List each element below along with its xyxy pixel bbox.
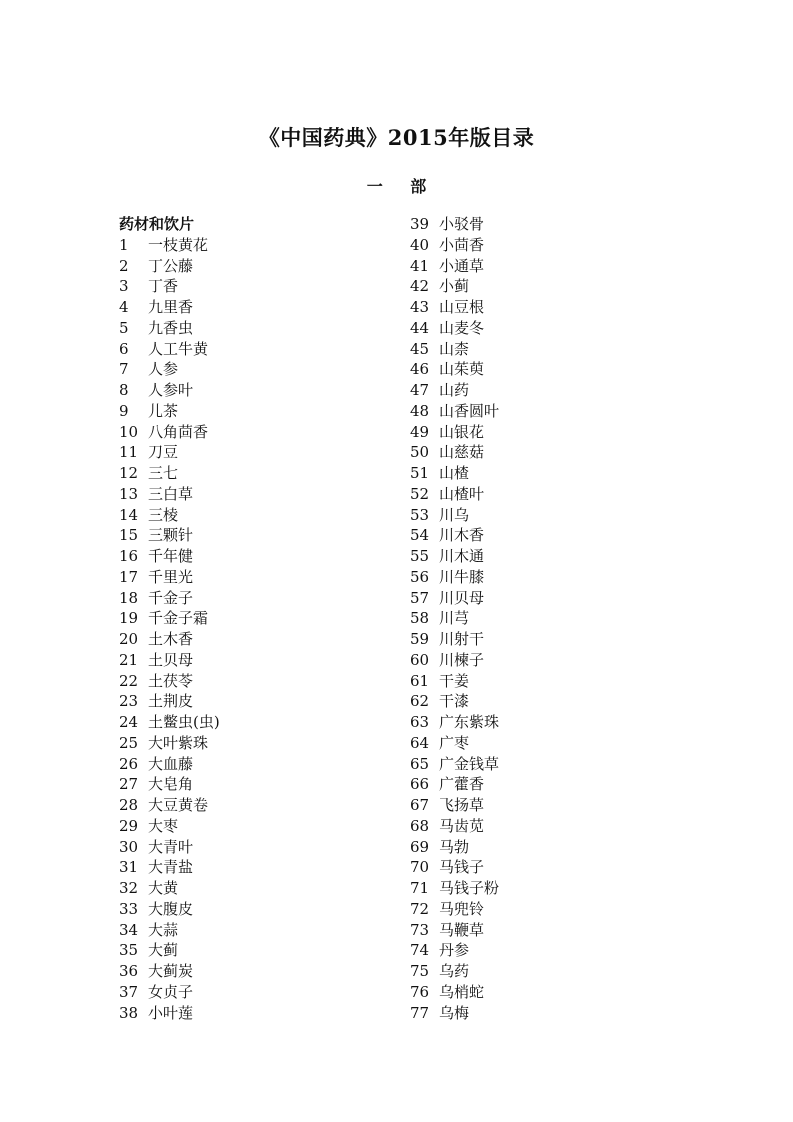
item-name: 大枣 (148, 816, 179, 835)
list-item (410, 235, 499, 256)
item-name: 土荆皮 (148, 692, 194, 711)
item-number: 47 (410, 381, 430, 399)
item-number: 12 (119, 464, 139, 482)
item-name: 山柰 (439, 339, 470, 358)
list-item (119, 837, 220, 858)
list-item (119, 940, 220, 961)
item-number: 63 (410, 713, 430, 731)
item-number: 15 (119, 526, 139, 545)
item-number: 72 (410, 899, 430, 918)
list-item (410, 256, 499, 277)
item-name: 大青盐 (148, 858, 194, 877)
item-name: 丁公藤 (148, 256, 194, 275)
item-name: 干漆 (439, 692, 470, 711)
item-number: 7 (119, 360, 129, 379)
item-number: 4 (119, 298, 129, 316)
item-number: 14 (119, 505, 139, 524)
item-name: 川乌 (439, 505, 470, 524)
item-name: 土木香 (148, 630, 194, 648)
item-number: 37 (119, 982, 139, 1001)
list-item (410, 608, 499, 629)
item-number: 5 (119, 318, 129, 337)
item-name: 山银花 (439, 422, 485, 441)
item-number: 39 (410, 215, 430, 233)
list-item (119, 691, 220, 712)
item-name: 人工牛黄 (148, 339, 209, 358)
list-item (410, 920, 499, 941)
item-name: 大血藤 (148, 754, 194, 773)
item-name: 广藿香 (439, 775, 485, 794)
item-number: 40 (410, 235, 430, 254)
item-name: 川芎 (439, 609, 470, 628)
item-number: 54 (410, 526, 430, 545)
list-item (410, 297, 499, 318)
item-number: 45 (410, 339, 430, 358)
item-name: 山麦冬 (439, 318, 485, 337)
list-item (410, 1003, 499, 1024)
item-name: 千里光 (148, 567, 194, 586)
item-name: 飞扬草 (439, 796, 485, 814)
item-number: 73 (410, 920, 430, 939)
item-number: 26 (119, 754, 139, 773)
list-item (410, 899, 499, 920)
list-item (119, 235, 220, 256)
list-item (119, 982, 220, 1003)
item-name: 丹参 (439, 941, 470, 960)
list-item (119, 920, 220, 941)
list-item (410, 629, 499, 650)
list-item (119, 816, 220, 837)
item-name: 川木香 (439, 526, 485, 545)
item-number: 38 (119, 1003, 139, 1022)
contents-column-left (119, 214, 220, 1023)
list-item (410, 816, 499, 837)
item-name: 三七 (148, 464, 179, 482)
contents-column-right (410, 214, 499, 1023)
list-item (410, 339, 499, 360)
item-number: 74 (410, 941, 430, 960)
item-name: 人参 (148, 360, 179, 379)
list-item (119, 484, 220, 505)
item-number: 53 (410, 505, 430, 524)
item-number: 61 (410, 671, 430, 690)
item-name: 九里香 (148, 298, 194, 316)
list-item (119, 1003, 220, 1024)
list-item (410, 878, 499, 899)
part-heading: 一 部 (366, 177, 427, 196)
item-name: 大青叶 (148, 837, 194, 856)
item-number: 27 (119, 775, 139, 794)
item-name: 刀豆 (148, 443, 179, 462)
item-name: 乌梅 (439, 1003, 470, 1022)
item-number: 30 (119, 837, 139, 856)
item-name: 大腹皮 (148, 899, 194, 918)
list-item (119, 401, 220, 422)
item-number: 77 (410, 1003, 430, 1022)
section-heading: 药材和饮片 (119, 215, 195, 233)
item-number: 57 (410, 588, 430, 607)
list-item (410, 774, 499, 795)
item-name: 大蓟 (148, 941, 179, 960)
item-number: 65 (410, 754, 430, 773)
item-name: 三颗针 (148, 526, 194, 545)
list-item (119, 774, 220, 795)
list-item (119, 380, 220, 401)
list-item (119, 795, 220, 816)
list-item (410, 795, 499, 816)
item-name: 乌梢蛇 (439, 982, 485, 1001)
list-item (119, 256, 220, 277)
list-item (410, 691, 499, 712)
item-name: 川牛膝 (439, 567, 485, 586)
item-name: 小驳骨 (439, 215, 485, 233)
item-number: 19 (119, 609, 139, 628)
list-item (410, 484, 499, 505)
list-item (410, 422, 499, 443)
item-name: 小叶莲 (148, 1003, 194, 1022)
item-number: 29 (119, 816, 139, 835)
item-name: 土贝母 (148, 650, 194, 669)
list-item (410, 857, 499, 878)
list-item (119, 899, 220, 920)
item-number: 52 (410, 484, 430, 503)
item-name: 山豆根 (439, 298, 485, 316)
list-item (119, 961, 220, 982)
item-number: 16 (119, 547, 139, 565)
item-name: 儿茶 (148, 401, 179, 420)
item-name: 土茯苓 (148, 671, 194, 690)
item-name: 马钱子粉 (439, 879, 500, 897)
list-item (119, 297, 220, 318)
list-item (119, 588, 220, 609)
item-name: 川楝子 (439, 650, 485, 669)
list-item (410, 546, 499, 567)
item-name: 大黄 (148, 879, 179, 897)
item-number: 33 (119, 899, 139, 918)
list-item (119, 276, 220, 297)
item-name: 山茱萸 (439, 360, 485, 379)
item-number: 10 (119, 422, 139, 441)
list-item (410, 712, 499, 733)
item-name: 马勃 (439, 837, 470, 856)
list-item (410, 588, 499, 609)
item-number: 13 (119, 484, 139, 503)
item-name: 川木通 (439, 547, 485, 565)
item-number: 18 (119, 588, 139, 607)
item-number: 35 (119, 941, 139, 960)
list-item (119, 608, 220, 629)
item-name: 山楂 (439, 464, 470, 482)
item-number: 32 (119, 879, 139, 897)
item-name: 土鳖虫(虫) (148, 713, 220, 731)
item-number: 50 (410, 443, 430, 462)
list-item (410, 754, 499, 775)
item-name: 大豆黄卷 (148, 796, 209, 814)
item-number: 75 (410, 962, 430, 980)
item-number: 60 (410, 650, 430, 669)
list-item (119, 463, 220, 484)
item-number: 43 (410, 298, 430, 316)
item-name: 广枣 (439, 733, 470, 752)
item-number: 62 (410, 692, 430, 711)
item-number: 9 (119, 401, 129, 420)
item-name: 大皂角 (148, 775, 194, 794)
item-name: 丁香 (148, 277, 179, 296)
list-item (119, 546, 220, 567)
item-number: 22 (119, 671, 139, 690)
list-item (410, 837, 499, 858)
list-item (119, 733, 220, 754)
item-number: 31 (119, 858, 139, 877)
list-item (119, 629, 220, 650)
list-item (410, 733, 499, 754)
item-number: 41 (410, 256, 430, 275)
list-item (410, 442, 499, 463)
item-number: 55 (410, 547, 430, 565)
item-number: 59 (410, 630, 430, 648)
item-number: 21 (119, 650, 139, 669)
item-number: 6 (119, 339, 129, 358)
page-title: 《中国药典》2015年版目录 (258, 125, 535, 150)
item-name: 干姜 (439, 671, 470, 690)
item-name: 大叶紫珠 (148, 733, 209, 752)
list-item (410, 401, 499, 422)
item-name: 九香虫 (148, 318, 194, 337)
item-name: 小蓟 (439, 277, 470, 296)
item-number: 56 (410, 567, 430, 586)
list-item (119, 318, 220, 339)
item-name: 马鞭草 (439, 920, 485, 939)
item-name: 千年健 (148, 547, 194, 565)
item-number: 71 (410, 879, 430, 897)
item-name: 山香圆叶 (439, 401, 500, 420)
list-item (410, 463, 499, 484)
item-number: 76 (410, 982, 430, 1001)
item-name: 大蓟炭 (148, 962, 194, 980)
item-name: 广金钱草 (439, 754, 500, 773)
item-number: 8 (119, 381, 129, 399)
list-item (119, 422, 220, 443)
item-name: 山药 (439, 381, 470, 399)
item-name: 千金子 (148, 588, 194, 607)
list-item (119, 359, 220, 380)
item-number: 25 (119, 733, 139, 752)
item-name: 川贝母 (439, 588, 485, 607)
list-item (410, 961, 499, 982)
list-item (410, 940, 499, 961)
item-number: 42 (410, 277, 430, 296)
list-item (119, 442, 220, 463)
list-item (119, 857, 220, 878)
item-name: 山楂叶 (439, 484, 485, 503)
item-number: 70 (410, 858, 430, 877)
item-number: 24 (119, 713, 139, 731)
item-name: 广东紫珠 (439, 713, 500, 731)
item-name: 马齿苋 (439, 816, 485, 835)
list-item (410, 567, 499, 588)
item-name: 八角茴香 (148, 422, 209, 441)
item-number: 34 (119, 920, 139, 939)
list-item (119, 525, 220, 546)
list-item (410, 214, 499, 235)
item-name: 小通草 (439, 256, 485, 275)
list-item (119, 650, 220, 671)
item-name: 千金子霜 (148, 609, 209, 628)
item-name: 三棱 (148, 505, 179, 524)
item-number: 68 (410, 816, 430, 835)
list-item (119, 671, 220, 692)
list-item (119, 754, 220, 775)
item-name: 人参叶 (148, 381, 194, 399)
item-name: 乌药 (439, 962, 470, 980)
item-number: 3 (119, 277, 129, 296)
item-number: 28 (119, 796, 139, 814)
list-item (119, 339, 220, 360)
item-number: 46 (410, 360, 430, 379)
item-number: 66 (410, 775, 430, 794)
item-number: 1 (119, 235, 129, 254)
list-item (119, 712, 220, 733)
list-item (410, 671, 499, 692)
item-number: 67 (410, 796, 430, 814)
item-name: 山慈菇 (439, 443, 485, 462)
item-number: 58 (410, 609, 430, 628)
item-number: 2 (119, 256, 129, 275)
item-name: 小茴香 (439, 235, 485, 254)
list-item (410, 276, 499, 297)
list-item (410, 505, 499, 526)
list-item (119, 505, 220, 526)
item-number: 20 (119, 630, 139, 648)
item-name: 一枝黄花 (148, 235, 209, 254)
list-item (410, 380, 499, 401)
item-number: 69 (410, 837, 430, 856)
item-number: 51 (410, 464, 430, 482)
item-name: 马钱子 (439, 858, 485, 877)
item-number: 11 (119, 443, 139, 462)
item-number: 36 (119, 962, 139, 980)
item-name: 大蒜 (148, 920, 179, 939)
list-item (410, 982, 499, 1003)
list-item (410, 525, 499, 546)
item-number: 44 (410, 318, 430, 337)
list-item (119, 878, 220, 899)
item-number: 17 (119, 567, 139, 586)
item-name: 女贞子 (148, 982, 194, 1001)
list-item (410, 359, 499, 380)
item-name: 川射干 (439, 630, 485, 648)
list-item (410, 318, 499, 339)
item-name: 三白草 (148, 484, 194, 503)
item-number: 49 (410, 422, 430, 441)
item-number: 64 (410, 733, 430, 752)
list-item (410, 650, 499, 671)
list-item (119, 567, 220, 588)
item-number: 48 (410, 401, 430, 420)
item-number: 23 (119, 692, 139, 711)
item-name: 马兜铃 (439, 899, 485, 918)
